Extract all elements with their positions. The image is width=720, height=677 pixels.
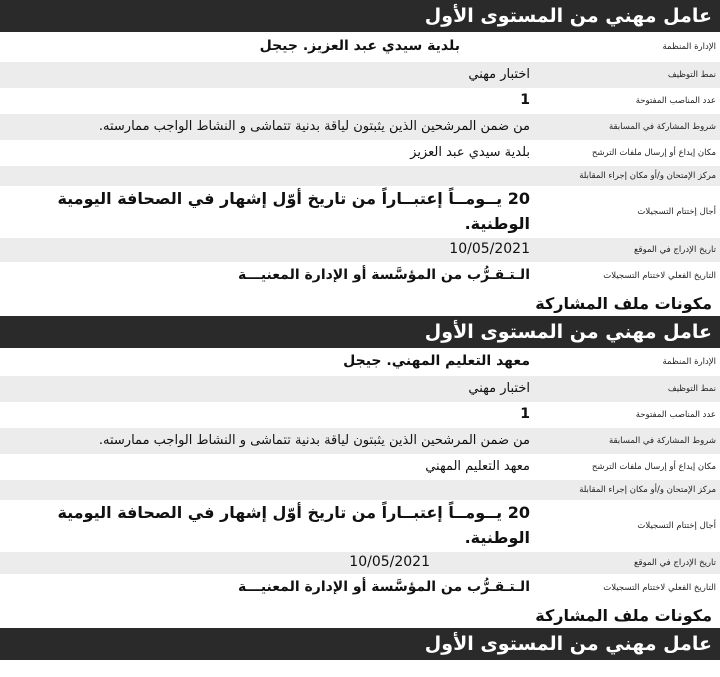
row-label: التاريخ الفعلي لاختتام التسجيلات (603, 583, 716, 593)
row-recruitment-type (0, 62, 720, 88)
row-label: عدد المناصب المفتوحة (635, 410, 716, 420)
row-label: شروط المشاركة في المسابقة (608, 436, 716, 446)
row-value: من ضمن المرشحين الذين يثبتون لياقة بدنية تتماشى و النشاط الواجب ممارسته. (98, 118, 530, 134)
row-organizing-admin (0, 348, 720, 376)
row-value: 20 يــومــاً إعتبــاراً من تاريخ أوّل إشهار في الصحافة اليومية الوطنية. (57, 189, 530, 233)
row-label: تاريخ الإدراج في الموقع (634, 245, 716, 255)
row-file-submission-place (0, 140, 720, 166)
job-title-header: عامل مهني من المستوى الأول (0, 628, 720, 660)
row-value: بلدية سيدي عبد العزيز (410, 144, 530, 160)
row-value: اختبار مهني (468, 380, 530, 396)
row-participation-conditions (0, 114, 720, 140)
row-value: اختبار مهني (468, 66, 530, 82)
row-label: تاريخ الإدراج في الموقع (634, 558, 716, 568)
row-actual-closing (0, 262, 720, 290)
row-label: الإدارة المنظمة (662, 357, 716, 367)
row-label: نمط التوظيف (667, 384, 716, 394)
row-label: عدد المناصب المفتوحة (635, 96, 716, 106)
row-value: 20 يــومــاً إعتبــاراً من تاريخ أوّل إشهار في الصحافة اليومية الوطنية. (57, 503, 530, 547)
row-label: مركز الإمتحان و/أو مكان إجراء المقابلة (579, 485, 716, 495)
row-label: الإدارة المنظمة (662, 42, 716, 52)
row-organizing-admin (0, 32, 720, 62)
row-label: مكان إيداع أو إرسال ملفات الترشح (591, 462, 716, 472)
row-value: بلدية سيدي عبد العزيز. جيجل (259, 38, 460, 55)
row-actual-closing (0, 574, 720, 602)
job-title-header: عامل مهني من المستوى الأول (0, 0, 720, 32)
row-value: الـتـقـرُّب من المؤسَّسة أو الإدارة المعنيـــة (238, 579, 530, 596)
row-exam-center (0, 480, 720, 500)
row-value: 1 (520, 92, 530, 109)
row-value: 10/05/2021 (349, 554, 430, 571)
row-file-submission-place (0, 454, 720, 480)
row-label: نمط التوظيف (667, 70, 716, 80)
row-participation-conditions (0, 428, 720, 454)
row-registration-deadline (0, 500, 720, 552)
row-label: أجال إختتام التسجيلات (637, 521, 716, 531)
row-value: معهد التعليم المهني. جيجل (343, 353, 530, 370)
row-label: مركز الإمتحان و/أو مكان إجراء المقابلة (579, 171, 716, 181)
row-label: التاريخ الفعلي لاختتام التسجيلات (603, 271, 716, 281)
row-value: 10/05/2021 (449, 241, 530, 258)
section-heading: مكونات ملف المشاركة (535, 293, 712, 313)
job-title-header: عامل مهني من المستوى الأول (0, 316, 720, 348)
row-open-positions (0, 88, 720, 114)
row-registration-deadline (0, 186, 720, 238)
row-value: معهد التعليم المهني (425, 458, 530, 474)
row-open-positions (0, 402, 720, 428)
row-label: أجال إختتام التسجيلات (637, 207, 716, 217)
row-value: الـتـقـرُّب من المؤسَّسة أو الإدارة المعنيـــة (238, 267, 530, 284)
row-posting-date (0, 552, 720, 574)
row-value: 1 (520, 406, 530, 423)
row-label: مكان إيداع أو إرسال ملفات الترشح (591, 148, 716, 158)
row-posting-date (0, 238, 720, 262)
row-recruitment-type (0, 376, 720, 402)
row-exam-center (0, 166, 720, 186)
row-value: من ضمن المرشحين الذين يثبتون لياقة بدنية تتماشى و النشاط الواجب ممارسته. (98, 432, 530, 448)
row-label: شروط المشاركة في المسابقة (608, 122, 716, 132)
section-heading: مكونات ملف المشاركة (535, 605, 712, 625)
